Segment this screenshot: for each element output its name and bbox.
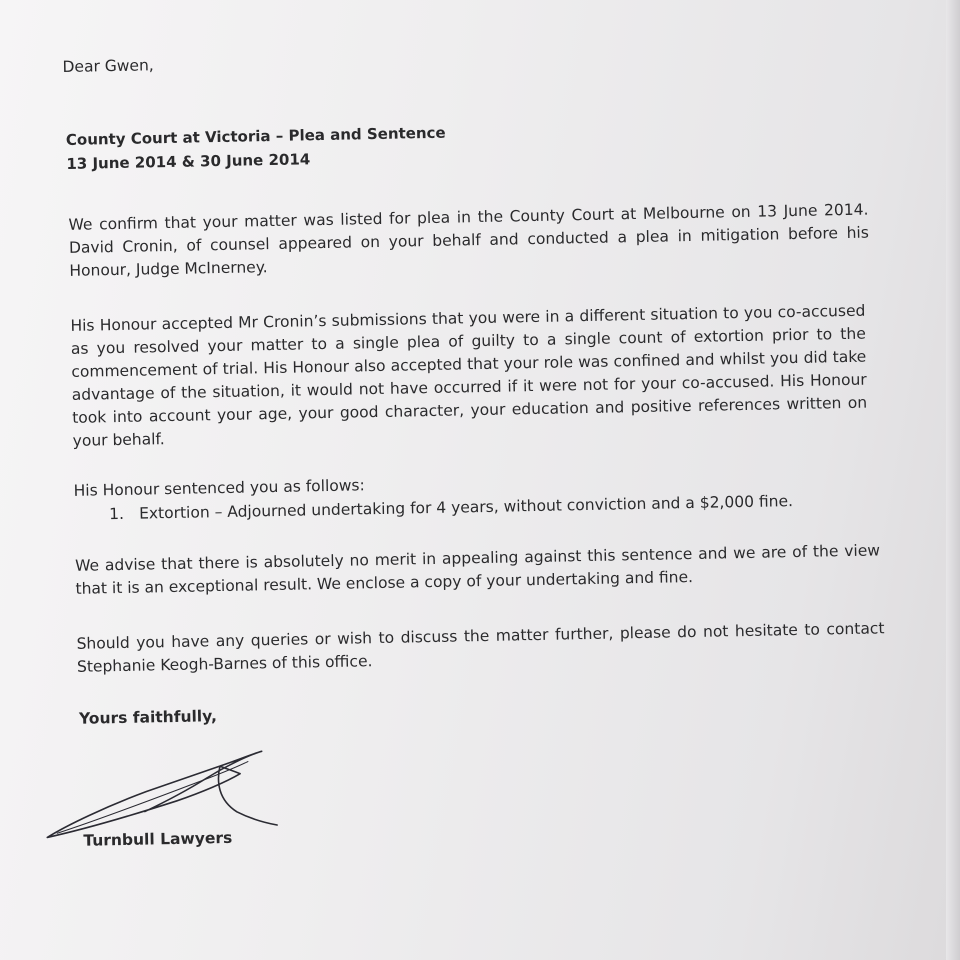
subject-dates: 13 June 2014 & 30 June 2014: [66, 150, 311, 173]
list-item-number: 1.: [108, 504, 125, 524]
subject-title: County Court at Victoria – Plea and Sentence: [65, 123, 446, 149]
list-item-text: Extortion – Adjourned undertaking for 4 years, without conviction and a $2,000 fine.: [138, 492, 794, 523]
paragraph-sentence-intro: His Honour sentenced you as follows:: [73, 476, 365, 500]
salutation: Dear Gwen,: [62, 56, 154, 76]
subject-heading: [66, 121, 447, 176]
firm-name: Turnbull Lawyers: [83, 828, 233, 850]
paragraph-plea-listing: We confirm that your matter was listed for plea in the County Court at Melbourne on 13 June 2014. David Cronin, of counsel appeared on your behalf and conducted a plea in mitigation before his Honour, Judge McInerney.: [68, 200, 870, 280]
closing-line: Yours faithfully,: [78, 707, 218, 728]
paragraph-contact: Should you have any queries or wish to discuss the matter further, please do not hesitate to contact Stephanie Keogh-Barnes of this office.: [76, 619, 885, 676]
paragraph-submissions: His Honour accepted Mr Cronin’s submissions that you were in a different situation to you co-accused as you resolved your matter to a single plea of guilty to a single count of extortion prior to the commencement of trial. His Honour also accepted that your role was confined and whilst you did take advantage of the situation, it would not have occurred if it were not for your co-accused. His Honour took into account your age, your good character, your education and positive references written on your behalf.: [70, 301, 868, 450]
letter-body: [62, 24, 892, 850]
paragraph-appeal-advice: We advise that there is absolutely no merit in appealing against this sentence and we are of the view that it is an exceptional result. We enclose a copy of your undertaking and fine.: [74, 541, 881, 598]
page-edge: [946, 0, 960, 960]
